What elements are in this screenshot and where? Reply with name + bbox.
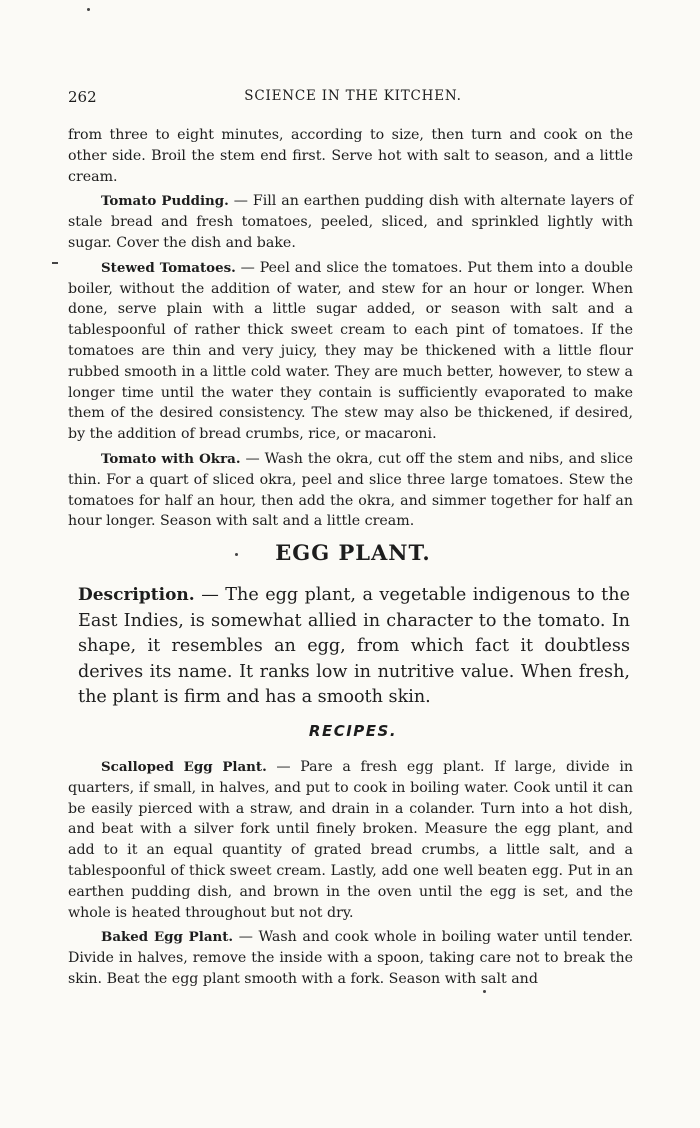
scalloped-egg-plant-title: Scalloped Egg Plant. bbox=[101, 759, 267, 775]
continuation-paragraph: from three to eight minutes, according to size, then turn and cook on the other side. Broil the stem end first. Serve hot with salt to season, and a little cream. bbox=[68, 127, 633, 185]
description-text: — The egg plant, a vegetable indigenous to the East Indies, is somewhat allied in character to the tomato. In shape, it resembles an egg, from which fact it doubtless derives its name. It ranks low in nutritive value. When fresh, the plant is firm and has a smooth skin. bbox=[78, 585, 630, 707]
stewed-tomatoes-title: Stewed Tomatoes. bbox=[101, 259, 236, 276]
tomato-pudding-title: Tomato Pudding. bbox=[101, 193, 229, 210]
page-header bbox=[68, 88, 638, 110]
section-title: EGG PLANT. bbox=[275, 540, 431, 565]
scalloped-egg-plant-paragraph bbox=[68, 757, 633, 923]
top-text-block bbox=[68, 125, 633, 536]
tomato-okra-title: Tomato with Okra. bbox=[101, 450, 241, 467]
tomato-pudding-paragraph bbox=[68, 191, 633, 253]
baked-egg-plant-title: Baked Egg Plant. bbox=[101, 929, 234, 946]
scalloped-egg-plant-text: — Pare a fresh egg plant. If large, divide in quarters, if small, in halves, and put to cook in boiling water. Cook until it can be easily pierced with a straw, and drain in a colander. Turn into a hot dish, and beat with a silver fork until finely broken. Measure the egg plant, and add to it an equal quantity of grated bread crumbs, a little salt, and a tablespoonful of thick sweet cream. Lastly, add one well beaten egg. Put in an earthen pudding dish, and brown in the oven until the egg is set, and the whole is heated throughout but not dry. bbox=[68, 759, 633, 921]
tomato-pudding-text: — Fill an earthen pudding dish with alternate layers of stale bread and fresh tomatoes, peeled, sliced, and sprinkled lightly with sugar. Cover the dish and bake. bbox=[68, 193, 633, 251]
description-paragraph bbox=[78, 583, 630, 711]
print-speck bbox=[87, 8, 90, 11]
running-head: SCIENCE IN THE KITCHEN. bbox=[244, 88, 462, 104]
page-number: 262 bbox=[68, 88, 97, 106]
stewed-tomatoes-paragraph bbox=[68, 258, 633, 445]
baked-egg-plant-paragraph bbox=[68, 927, 633, 989]
tomato-okra-paragraph bbox=[68, 449, 633, 532]
stewed-tomatoes-text: — Peel and slice the tomatoes. Put them into a double boiler, without the addition of water, and stew for an hour or longer. When done, serve plain with a little sugar added, or season with salt and a tablespoonful of rather thick sweet cream to each pint of tomatoes. If the tomatoes are thin and very juicy, they may be thickened with a little flour rubbed smooth in a little cold water. They are much better, however, to stew a longer time until the water they contain is sufficiently evaporated to make them of the desired consistency. The stew may also be thickened, if desired, by the addition of bread crumbs, rice, or macaroni. bbox=[68, 259, 633, 443]
description-title: Description. bbox=[78, 585, 195, 605]
recipes-text-block bbox=[68, 757, 633, 994]
baked-egg-plant-text: — Wash and cook whole in boiling water until tender. Divide in halves, remove the inside with a spoon, taking care not to break the skin. Beat the egg plant smooth with a fork. Season with salt and bbox=[68, 929, 633, 987]
margin-mark bbox=[52, 262, 58, 264]
recipes-heading: RECIPES. bbox=[308, 722, 398, 740]
tomato-okra-text: — Wash the okra, cut off the stem and nibs, and slice thin. For a quart of sliced okra, peel and slice three large tomatoes. Stew the tomatoes for half an hour, then add the okra, and simmer together for half an hour longer. Season with salt and a little cream. bbox=[68, 450, 633, 530]
